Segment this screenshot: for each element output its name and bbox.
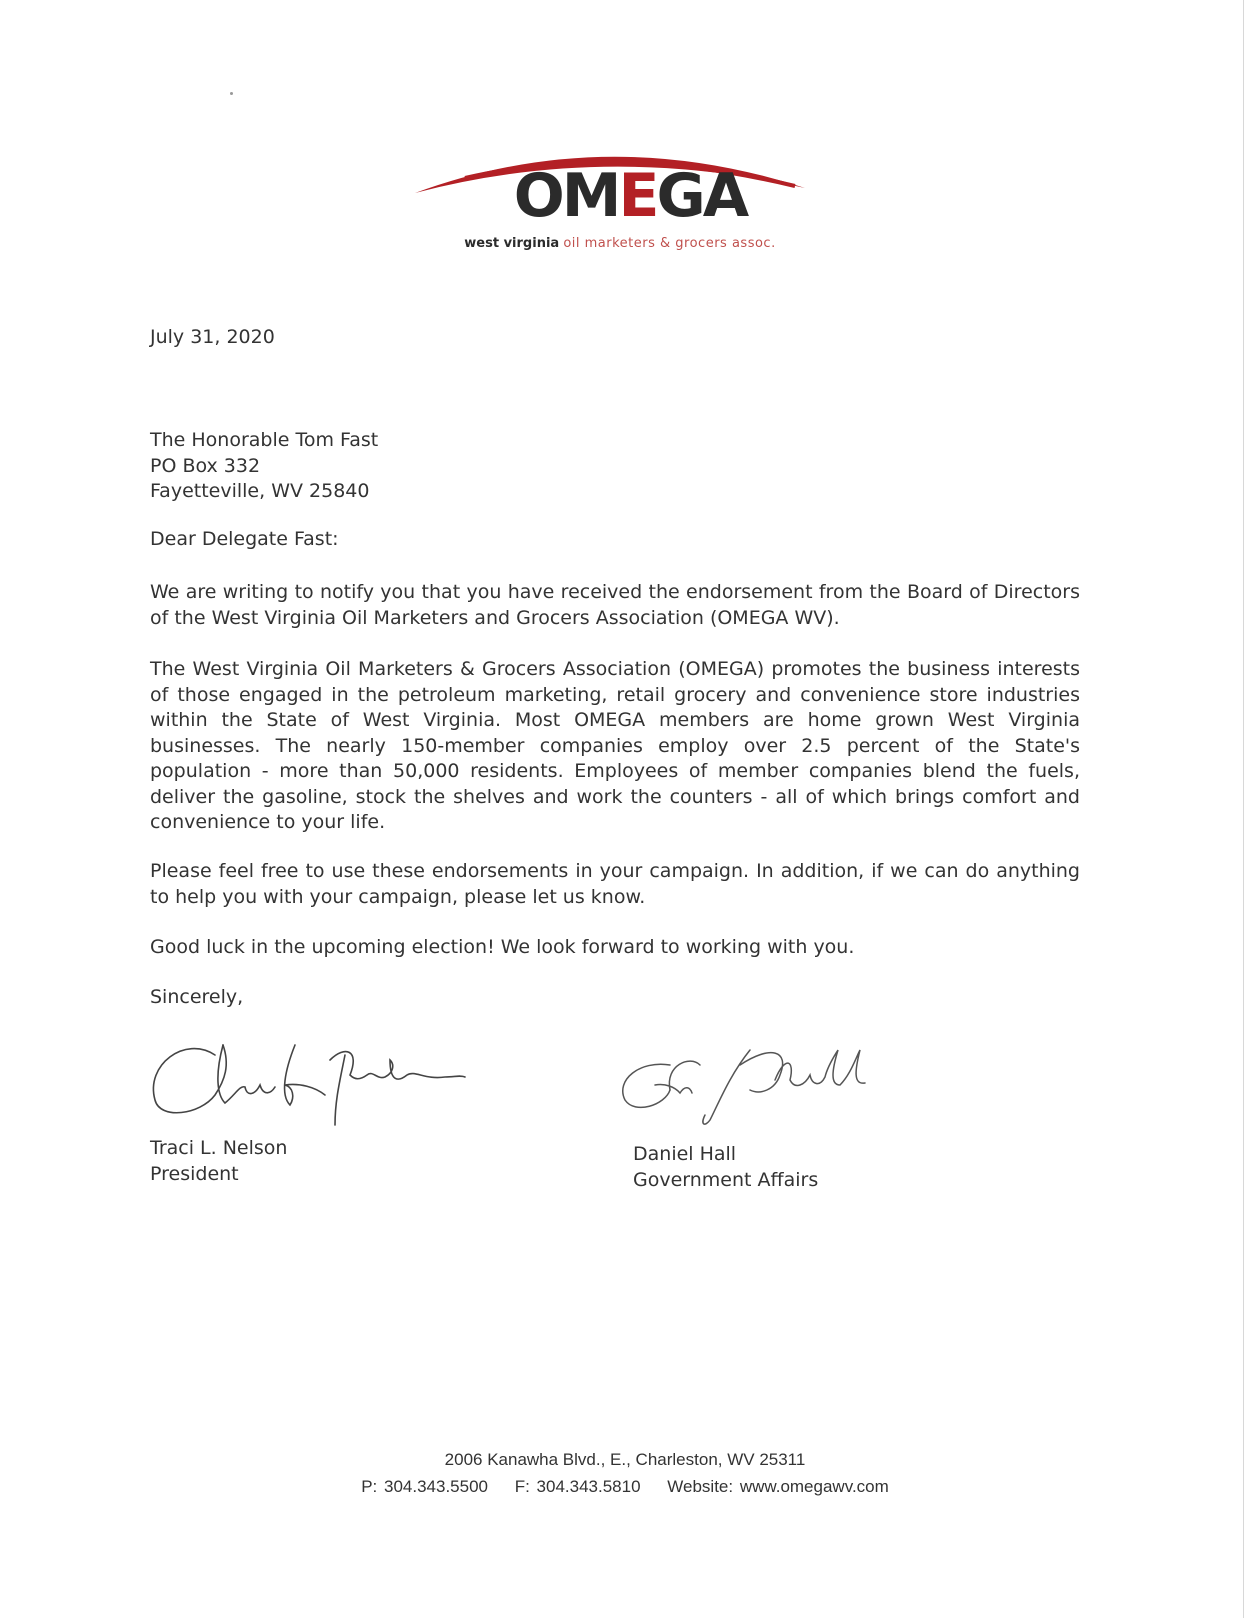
signer-title: Government Affairs [633,1168,819,1191]
signature-nelson [145,1025,475,1140]
page-edge [1243,0,1244,1618]
logo-e-mark: E [618,161,657,231]
footer-address: 2006 Kanawha Blvd., E., Charleston, WV 25311 [444,1450,806,1469]
scan-speck [230,92,233,95]
signer-block [633,1142,818,1193]
logo-subtitle: west virginia oil marketers & grocers assoc. [464,236,776,251]
footer-website: Website: www.omegawv.com [667,1477,889,1496]
recipient-line: PO Box 332 [150,454,261,477]
footer-phone: P: 304.343.5500 [361,1477,488,1496]
signer-name: Daniel Hall [633,1143,737,1165]
body-paragraph: Good luck in the upcoming election! We look forward to working with you. [150,936,855,958]
footer-fax: F: 304.343.5810 [514,1477,641,1496]
body-paragraph: We are writing to notify you that you have received the endorsement from the Board of Directors of the West Virginia Oil Marketers and Grocers Association (OMEGA WV). [150,581,1080,629]
signer-title: President [150,1162,239,1185]
body-paragraph: Please feel free to use these endorsements in your campaign. In addition, if we can do anything to help you with your campaign, please let us know. [150,860,1080,908]
recipient-line: Fayetteville, WV 25840 [150,480,370,502]
recipient-line: The Honorable Tom Fast [150,429,379,451]
omega-logo [405,138,835,268]
signer-name: Traci L. Nelson [150,1137,288,1159]
recipient-address [150,428,378,505]
salutation: Dear Delegate Fast: [150,528,339,550]
letter-date: July 31, 2020 [150,326,275,348]
signer-block [150,1136,287,1187]
footer-contact [0,1477,1250,1497]
closing: Sincerely, [150,986,244,1008]
body-paragraph: The West Virginia Oil Marketers & Grocers Association (OMEGA) promotes the business interests of those engaged in the petroleum marketing, retail grocery and convenience store industries within the State of West Virginia. Most OMEGA members are home grown West Virginia businesses. The nearly 150-member companies employ over 2.5 percent of the State's population - more than 50,000 residents. Employees of member companies blend the fuels, deliver the gasoline, stock the shelves and work the counters - all of which brings comfort and convenience to your life. [150,658,1080,833]
logo-wordmark: OMEGA [513,161,747,231]
signature-hall [610,1035,910,1135]
